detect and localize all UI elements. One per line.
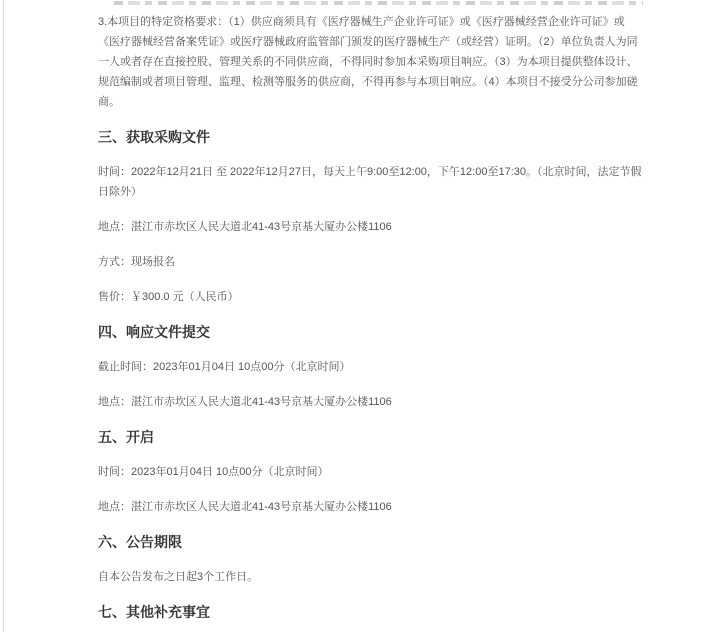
section-heading-opening: 五、开启 (98, 429, 154, 445)
opening-time-line: 时间：2023年01月04日 10点00分（北京时间） (98, 466, 329, 478)
section-heading-other-matters: 七、其他补充事宜 (98, 604, 210, 620)
section-heading-announcement-period: 六、公告期限 (98, 534, 182, 550)
clipped-previous-text-line (114, 1, 643, 5)
submission-location-line: 地点：湛江市赤坎区人民大道北41-43号京基大厦办公楼1106 (98, 396, 392, 408)
section-heading-response-submission: 四、响应文件提交 (98, 324, 210, 340)
obtain-method-line: 方式：现场报名 (98, 256, 175, 268)
announcement-period-line: 自本公告发布之日起3个工作日。 (98, 571, 259, 583)
page-left-border (3, 0, 4, 632)
obtain-location-line: 地点：湛江市赤坎区人民大道北41-43号京基大厦办公楼1106 (98, 221, 392, 233)
obtain-time-line: 时间：2022年12月21日 至 2022年12月27日，每天上午9:00至12:00，下午12:00至17:30。（北京时间，法定节假日除外） (98, 166, 642, 198)
submission-deadline-line: 截止时间：2023年01月04日 10点00分（北京时间） (98, 361, 351, 373)
opening-location-line: 地点：湛江市赤坎区人民大道北41-43号京基大厦办公楼1106 (98, 501, 392, 513)
section-heading-obtain-documents: 三、获取采购文件 (98, 129, 210, 145)
obtain-price-line: 售价：￥300.0 元（人民币） (98, 291, 239, 303)
qualification-requirements-paragraph: 3.本项目的特定资格要求：（1）供应商须具有《医疗器械生产企业许可证》或《医疗器械经营企业许可证》或《医疗器械经营备案凭证》或医疗器械政府监管部门颁发的医疗器械生产（或经营）证明。（2）单位负责人为同一人或者存在直接控股、管理关系的不同供应商，不得同时参加本采购项目响应。（3）为本项目提供整体设计、规范编制或者项目管理、监理、检测等服务的供应商，不得再参与本项目响应。（4）本项目不接受分公司参加磋商。 (98, 16, 638, 108)
announcement-body (98, 0, 643, 637)
